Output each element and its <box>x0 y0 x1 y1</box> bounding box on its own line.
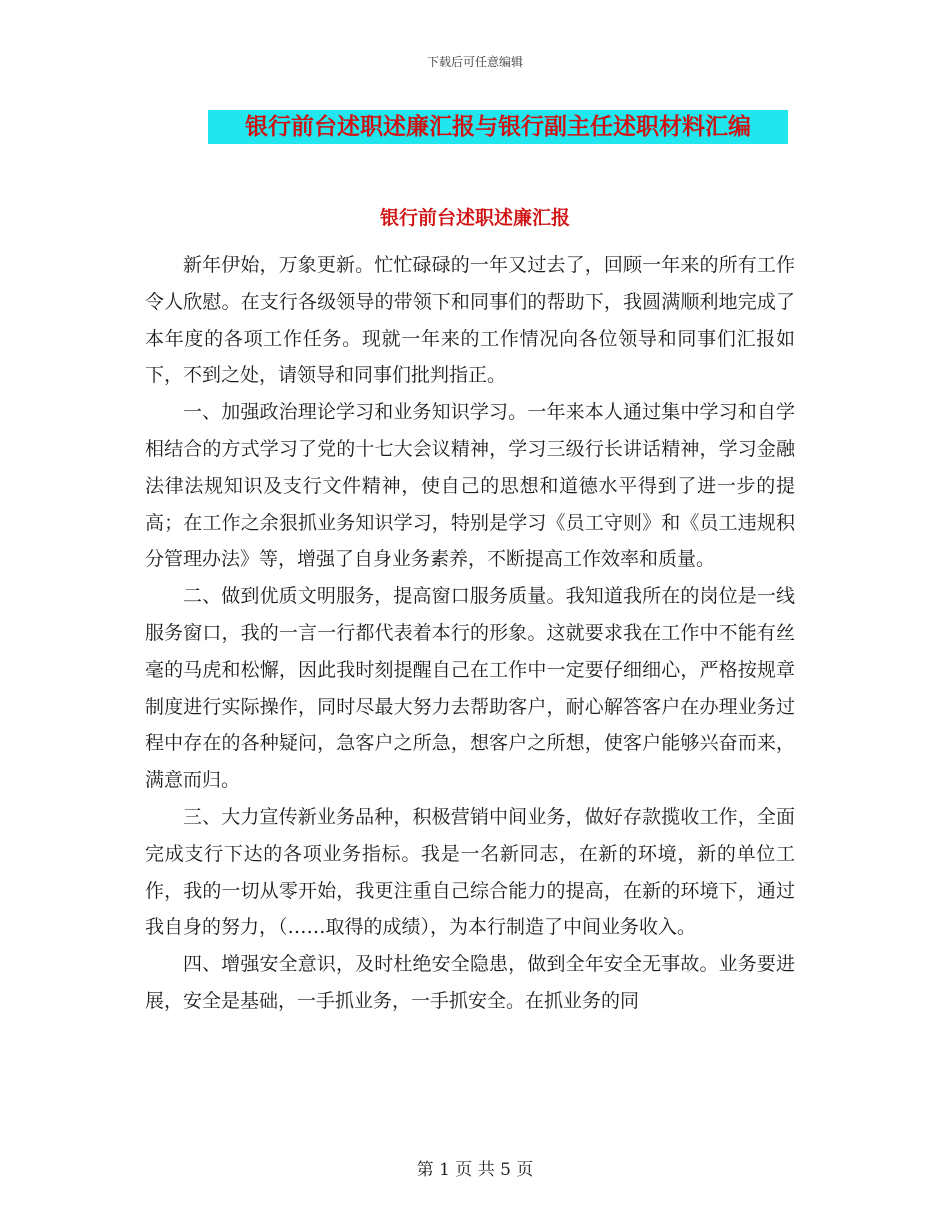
paragraph-4: 四、增强安全意识，及时杜绝安全隐患，做到全年安全无事故。业务要进展，安全是基础，一手抓业务，一手抓安全。在抓业务的同 <box>145 953 795 1012</box>
paragraph-2: 二、做到优质文明服务，提高窗口服务质量。我知道我所在的岗位是一线服务窗口，我的一言一行都代表着本行的形象。这就要求我在工作中不能有丝毫的马虎和松懈，因此我时刻提醒自己在工作中一定要仔细细心，严格按规章制度进行实际操作，同时尽最大努力去帮助客户，耐心解答客户在办理业务过程中存在的各种疑问，急客户之所急，想客户之所想，使客户能够兴奋而来，满意而归。 <box>145 585 795 792</box>
paragraph-1: 一、加强政治理论学习和业务知识学习。一年来本人通过集中学习和自学相结合的方式学习了党的十七大会议精神，学习三级行长讲话精神，学习金融法律法规知识及支行文件精神，使自己的思想和道德水平得到了进一步的提高；在工作之余狠抓业务知识学习，特别是学习《员工守则》和《员工违规积分管理办法》等，增强了自身业务素养，不断提高工作效率和质量。 <box>145 401 795 571</box>
header-note: 下载后可任意编辑 <box>426 55 523 69</box>
document-main-title: 银行前台述职述廉汇报与银行副主任述职材料汇编 <box>208 110 788 144</box>
section-title: 银行前台述职述廉汇报 <box>379 207 570 229</box>
document-body <box>145 247 795 1020</box>
page-footer: 第 1 页 共 5 页 <box>416 1160 534 1180</box>
paragraph-3: 三、大力宣传新业务品种，积极营销中间业务，做好存款揽收工作，全面完成支行下达的各项业务指标。我是一名新同志，在新的环境，新的单位工作，我的一切从零开始，我更注重自己综合能力的提高，在新的环境下，通过我自身的努力，（……取得的成绩），为本行制造了中间业务收入。 <box>145 805 795 939</box>
paragraph-intro: 新年伊始，万象更新。忙忙碌碌的一年又过去了，回顾一年来的所有工作令人欣慰。在支行各级领导的带领下和同事们的帮助下，我圆满顺利地完成了本年度的各项工作任务。现就一年来的工作情况向各位领导和同事们汇报如下，不到之处，请领导和同事们批判指正。 <box>145 254 795 387</box>
